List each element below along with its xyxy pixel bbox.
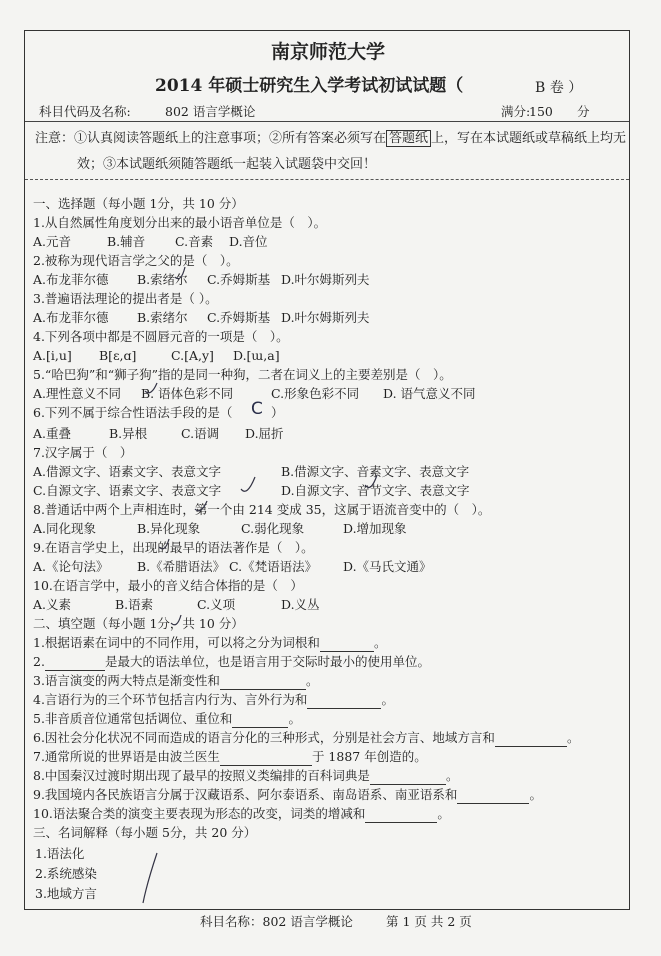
subject-label: 科目代码及名称: bbox=[39, 104, 131, 119]
q7-option-d: D.自源文字、音节文字、表意文字 bbox=[281, 483, 470, 498]
handwritten-marks bbox=[25, 31, 629, 909]
footer-subject: 科目名称：802 语言学概论 bbox=[200, 914, 353, 929]
fill-1: 1.根据语素在词中的不同作用，可以将之分为词根和 。 bbox=[33, 635, 387, 650]
q2-option-b: B.索绪尔 bbox=[137, 272, 188, 287]
section2-heading: 二、填空题（每小题 1分，共 10 分） bbox=[33, 616, 244, 631]
q6-stem: 6.下列不属于综合性语法手段的是（ bbox=[33, 405, 233, 420]
fill-2: 2. 是最大的语法单位，也是语言用于交际时最小的使用单位。 bbox=[33, 654, 430, 669]
q8-option-b: B.异化现象 bbox=[137, 521, 201, 536]
q8-option-c: C.弱化现象 bbox=[241, 521, 305, 536]
q10-stem: 10.在语言学中，最小的音义结合体指的是（ ） bbox=[33, 578, 303, 593]
q1-option-a: A.元音 bbox=[33, 234, 72, 249]
university-title: 南京师范大学 bbox=[270, 41, 385, 63]
q3-stem: 3.普遍语法理论的提出者是（ ）。 bbox=[33, 291, 218, 306]
fill-3: 3.语言演变的两大特点是渐变性和 。 bbox=[33, 673, 319, 688]
q10-option-d: D.义丛 bbox=[281, 597, 320, 612]
pen-tick-q7d bbox=[365, 475, 377, 487]
pen-tick-q8 bbox=[195, 501, 207, 511]
pen-stroke-section2 bbox=[171, 615, 181, 625]
q6-close-paren: ） bbox=[271, 405, 284, 420]
q3-option-b: B.索绪尔 bbox=[137, 310, 188, 325]
q9-option-a: A.《论句法》 bbox=[33, 559, 109, 574]
q1-option-d: D.音位 bbox=[229, 234, 268, 249]
q2-option-c: C.乔姆斯基 bbox=[207, 272, 271, 287]
q4-option-d: D.[ɯ,a] bbox=[233, 348, 280, 363]
q9-option-b: B.《希腊语法》 bbox=[137, 559, 226, 574]
fill-4: 4.言语行为的三个环节包括言内行为、言外行为和 。 bbox=[33, 692, 394, 707]
q8-option-d: D.增加现象 bbox=[343, 521, 407, 536]
exam-title: 2014 年硕士研究生入学考试初试试题（ bbox=[155, 76, 464, 96]
q9-option-c: C.《梵语语法》 bbox=[229, 559, 318, 574]
q3-option-c: C.乔姆斯基 bbox=[207, 310, 271, 325]
q6-option-d: D.屈折 bbox=[245, 426, 284, 441]
term-2: 2.系统感染 bbox=[35, 866, 97, 881]
q4-option-b: B[ɛ,ɑ] bbox=[99, 348, 137, 363]
q9-option-d: D.《马氏文通》 bbox=[343, 559, 432, 574]
notice-line-1: 注意：①认真阅读答题纸上的注意事项；②所有答案必须写在 答题纸 上，写在本试题纸或草稿纸上均无 bbox=[35, 131, 627, 146]
fill-6: 6.因社会分化状况不同而造成的语言分化的三种形式，分别是社会方言、地域方言和 。 bbox=[33, 730, 580, 745]
q10-option-b: B.语素 bbox=[115, 597, 154, 612]
q7-stem: 7.汉字属于（ ） bbox=[33, 445, 133, 460]
q5-option-b: B. 语体色彩不同 bbox=[141, 386, 234, 401]
fill-9: 9.我国境内各民族语言分属于汉藏语系、阿尔泰语系、南岛语系、南亚语系和 。 bbox=[33, 787, 542, 802]
exam-frame bbox=[24, 30, 630, 910]
q4-option-c: C.[A,y] bbox=[171, 348, 214, 363]
fill-7: 7.通常所说的世界语是由波兰医生 于 1887 年创造的。 bbox=[33, 749, 427, 764]
q2-option-d: D.叶尔姆斯列夫 bbox=[281, 272, 370, 287]
q2-stem: 2.被称为现代语言学之父的是（ ）。 bbox=[33, 253, 239, 268]
q1-option-c: C.音素 bbox=[175, 234, 214, 249]
q9-stem: 9.在语言学史上，出现的最早的语法著作是（ ）。 bbox=[33, 540, 314, 555]
section3-heading: 三、名词解释（每小题 5分，共 20 分） bbox=[33, 825, 257, 840]
q1-stem: 1.从自然属性角度划分出来的最小语音单位是（ ）。 bbox=[33, 215, 327, 230]
term-1: 1.语法化 bbox=[35, 846, 85, 861]
q5-stem: 5.“哈巴狗”和“狮子狗”指的是同一种狗，二者在词义上的主要差别是（ ）。 bbox=[33, 367, 452, 382]
pen-tick-q9 bbox=[159, 539, 169, 549]
pen-tick-q7 bbox=[241, 477, 255, 491]
score-unit: 分 bbox=[577, 104, 590, 119]
answer-sheet-box: 答题纸 bbox=[386, 130, 431, 147]
q8-option-a: A.同化现象 bbox=[33, 521, 97, 536]
paper-version: B 卷 ） bbox=[535, 80, 583, 96]
section1-heading: 一、选择题（每小题 1分，共 10 分） bbox=[33, 196, 244, 211]
q7-option-b: B.借源文字、音素文字、表意文字 bbox=[281, 464, 470, 479]
q3-option-a: A.布龙菲尔德 bbox=[33, 310, 109, 325]
fill-5: 5.非音质音位通常包括调位、重位和 。 bbox=[33, 711, 301, 726]
q6-option-a: A.重叠 bbox=[33, 426, 72, 441]
q1-option-b: B.辅音 bbox=[107, 234, 146, 249]
pen-tick-q2 bbox=[175, 267, 185, 279]
q10-option-c: C.义项 bbox=[197, 597, 236, 612]
q6-handwritten-answer: C bbox=[251, 399, 263, 419]
q7-option-a: A.借源文字、语素文字、表意文字 bbox=[33, 464, 222, 479]
q10-option-a: A.义素 bbox=[33, 597, 72, 612]
subject-value: 802 语言学概论 bbox=[165, 104, 256, 119]
score-value: 150 bbox=[529, 104, 553, 119]
fill-8: 8.中国秦汉过渡时期出现了最早的按照义类编排的百科词典是 。 bbox=[33, 768, 459, 783]
score-label: 满分: bbox=[501, 104, 531, 119]
q4-stem: 4.下列各项中都是不圆唇元音的一项是（ ）。 bbox=[33, 329, 289, 344]
footer-page: 第 1 页 共 2 页 bbox=[386, 914, 472, 929]
q3-option-d: D.叶尔姆斯列夫 bbox=[281, 310, 370, 325]
q6-option-b: B.异根 bbox=[109, 426, 148, 441]
q5-option-c: C.形象色彩不同 bbox=[271, 386, 360, 401]
pen-tick-q5 bbox=[145, 383, 157, 393]
pen-stroke-section3 bbox=[143, 853, 157, 903]
q8-stem: 8.普通话中两个上声相连时，第一个由 214 变成 35，这属于语流音变中的（ ）。 bbox=[33, 502, 491, 517]
q5-option-a: A.理性意义不同 bbox=[33, 386, 122, 401]
q6-option-c: C.语调 bbox=[181, 426, 220, 441]
notice-line-2: 效；③本试题纸须随答题纸一起装入试题袋中交回！ bbox=[77, 157, 377, 172]
fill-10: 10.语法聚合类的演变主要表现为形态的改变，词类的增减和 。 bbox=[33, 806, 450, 821]
q4-option-a: A.[i,u] bbox=[33, 348, 72, 363]
q7-option-c: C.自源文字、语素文字、表意文字 bbox=[33, 483, 222, 498]
term-3: 3.地域方言 bbox=[35, 886, 97, 901]
q5-option-d: D. 语气意义不同 bbox=[383, 386, 476, 401]
q2-option-a: A.布龙菲尔德 bbox=[33, 272, 109, 287]
